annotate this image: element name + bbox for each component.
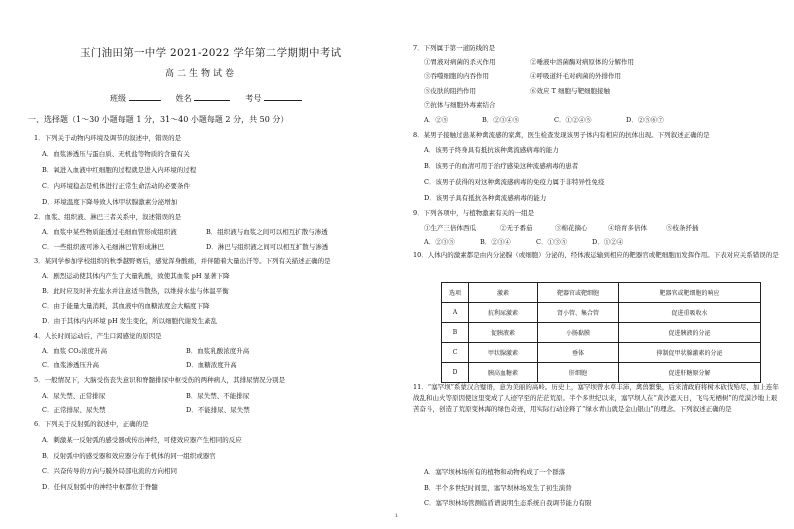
exam-title: 玉门油田第一中学 2021-2022 学年第二学期期中考试 [80, 47, 342, 59]
q4-stem: 4．人长时间运动后，产生口渴感觉的原因是 [34, 332, 162, 340]
q3-option: C．由于能量大量消耗，其血液中的血糖浓度会大幅度下降 [42, 302, 210, 310]
table-row [442, 323, 761, 343]
class-label: 班级 [110, 94, 126, 103]
q1-stem: 1．下列关于动物内环境及调节的叙述中，错误的是 [34, 134, 182, 142]
q9-option: A．②③⑤ [424, 238, 455, 246]
q9-option: D．①②④ [592, 238, 624, 246]
page-number: 1 [395, 513, 399, 519]
q2-stem: 2．血浆、组织液、淋巴三者关系中，叙述错误的是 [34, 213, 182, 221]
id-field[interactable] [264, 92, 302, 101]
table-cell: 肾小管、集合管 [538, 303, 619, 323]
q8-option: B．该男子的血清可用于治疗感染这种流感病毒的患者 [424, 162, 579, 170]
q3-stem: 3．某同学参加学校组织的秋季越野赛后，感觉浑身酸痛，并伴随着大量出汗等。下列有关描述正确的是 [34, 257, 331, 265]
q9-item: ②无子番茄 [500, 224, 533, 232]
q8-option: D．该男子具有抵抗各种禽流感病毒的能力 [424, 194, 547, 202]
table-cell: 垂体 [538, 343, 619, 363]
q7-item: ④呼吸道纤毛对病菌的外排作用 [530, 72, 621, 80]
exam-subtitle: 高二生物试卷 [165, 69, 238, 79]
q1-option: C．内环境稳态是机体进行正常生命活动的必要条件 [42, 182, 190, 190]
q6-option: A．刺激某一反射弧的感受器或传出神经，可使效应器产生相同的反应 [42, 436, 242, 444]
q9-option: C．①③⑤ [536, 238, 567, 246]
q8-option: C．该男子获得的对这种禽流感病毒的免疫力属于非特异性免疫 [424, 178, 605, 186]
q5-option: D．不能排尿、尿失禁 [186, 406, 250, 414]
table-header-cell: 靶器官或靶细胞的响应 [619, 283, 761, 303]
name-field[interactable] [194, 92, 230, 101]
table-cell: B [442, 323, 469, 343]
q3-option: B．此时应及时补充盐水并注意适当散热，以维持水盐与体温平衡 [42, 287, 229, 295]
q7-item: ③吞噬细胞的内吞作用 [424, 72, 489, 80]
class-field[interactable] [129, 92, 161, 101]
q7-stem: 7．下列属于第一道防线的是 [413, 44, 496, 52]
q6-option: D．任何反射弧中的神经中枢都位于脊髓 [42, 483, 158, 491]
q8-stem: 8．某男子接触过患某种禽流感的家禽，医生检查发现该男子体内有相应的抗体出现。下列叙述正确的是 [413, 131, 710, 139]
table-cell: 抑制促甲状腺激素的分泌 [619, 343, 761, 363]
q2-option: D．淋巴与组织液之间可以相互扩散与渗透 [206, 243, 329, 251]
q2-option: B．组织液与血浆之间可以相互扩散与渗透 [206, 228, 328, 236]
table-header-row [442, 283, 761, 303]
q7-option: C．①②④⑤ [554, 116, 592, 124]
table-cell: 促进肝糖原分解 [619, 363, 761, 383]
q1-option: D．环境温度下降导致人体甲状腺激素分泌增加 [42, 198, 178, 206]
q3-option: A．剧烈运动使其体内产生了大量乳酸，致使其血浆 pH 显著下降 [42, 272, 230, 280]
table-cell: 小肠黏膜 [538, 323, 619, 343]
q7-option: D．②⑤⑥⑦ [626, 116, 664, 124]
table-header-cell: 激素 [469, 283, 538, 303]
q9-item: ④培育多倍体 [608, 224, 647, 232]
table-row [442, 303, 761, 323]
q11-option: A．塞罕坝林场所有的植物和动物构成了一个群落 [424, 468, 566, 476]
q11-option: B．半个多世纪时间里，塞罕坝林场发生了初生演替 [424, 484, 572, 492]
q4-option: D．血糖浓度升高 [186, 361, 237, 369]
q9-item: ⑤枝条扦插 [666, 224, 699, 232]
table-cell: 甲状腺激素 [469, 343, 538, 363]
q5-option: B．尿失禁、不能排尿 [186, 392, 250, 400]
table-cell: C [442, 343, 469, 363]
table-cell: D [442, 363, 469, 383]
q5-option: C．正常排尿、尿失禁 [42, 406, 106, 414]
q7-item: ⑦抗体与细胞外毒素结合 [424, 101, 496, 109]
q6-stem: 6．下列关于反射弧的叙述中，正确的是 [34, 420, 149, 428]
table-cell: A [442, 303, 469, 323]
q9-item: ③棉花摘心 [555, 224, 588, 232]
q9-item: ①生产三倍体西瓜 [424, 224, 476, 232]
table-row [442, 363, 761, 383]
table-row [442, 343, 761, 363]
q6-option: B．反射弧中的感受器和效应器分布于机体的同一组织或器官 [42, 452, 216, 460]
table-cell: 肝细胞 [538, 363, 619, 383]
q11-option: C．塞罕坝林场管测临盾谱说明生态系统自我调节能力有限 [424, 499, 592, 507]
q6-option: C．兴奋传导的方向与膜外局部电流的方向相同 [42, 467, 177, 475]
table-cell: 促进重吸收水 [619, 303, 761, 323]
q5-stem: 5．一般情况下，大脑受伤丧失意识和脊髓排尿中枢受伤的两种病人，其排尿情况分别是 [34, 376, 286, 384]
q11-stem: 11．“塞罕坝”系蒙汉合璧语，意为美丽的高岭。历史上，塞罕坝曾水草丰沛，禽兽繁集，后来清政府将树木砍伐殆尽，加上连年战乱和山火等原因使这里变成了人迹罕至的茫茫荒原。半个多世纪以来，塞罕坝人在“黄沙遮天日，飞鸟无栖树”的荒漠沙地上艰苦奋斗，创造了荒原变林海的绿色奇迹，用实际行动诠释了“绿水青山就是金山银山”的理念。下列叙述正确的是 [413, 383, 779, 413]
q8-option: A．该男子终身具有抵抗该种禽流感病毒的能力 [424, 146, 559, 154]
q7-option: A．②⑤ [424, 116, 449, 124]
q4-option: C．血浆渗透压升高 [42, 361, 99, 369]
q2-option: A．血浆中某些物质能透过毛细血管形成组织液 [42, 228, 177, 236]
q4-option: B．血浆乳酸浓度升高 [186, 347, 250, 355]
id-label: 考号 [245, 94, 262, 103]
q5-option: A．尿失禁、正常排尿 [42, 392, 106, 400]
q1-option: B．氧进入血液中红细胞的过程就是进入内环境的过程 [42, 166, 197, 174]
q7-item: ②唾液中溶菌酶对病原体的分解作用 [530, 58, 634, 66]
q7-item: ⑤皮肤的阻挡作用 [424, 87, 476, 95]
q2-option: C．一些组织液可渗入毛细淋巴管形成淋巴 [42, 243, 164, 251]
q7-option: B．②③④⑤ [482, 116, 520, 124]
q3-option: D．由于其体内内环境 pH 发生变化，所以细胞代谢发生紊乱 [42, 317, 218, 325]
table-cell: 促进胰液的分泌 [619, 323, 761, 343]
q10-stem: 10．人体内的激素都是由内分泌腺（或细胞）分泌的，经体液运输到相应的靶器官或靶细胞而发挥作用。下表对应关系错误的是 [413, 251, 779, 259]
q7-item: ①胃液对病菌的杀灭作用 [424, 58, 496, 66]
table-cell: 抗利尿激素 [469, 303, 538, 323]
section-heading: 一、选择题（1～30 小题每题 1 分，31～40 小题每题 2 分，共 50 分） [28, 115, 289, 124]
q10-table [441, 282, 761, 383]
table-header-cell: 选项 [442, 283, 469, 303]
q9-option: B．②③④ [480, 238, 511, 246]
q9-stem: 9．下列各项中，与植物激素有关的一组是 [413, 209, 535, 217]
student-info-row [110, 92, 302, 104]
table-header-cell: 靶器官或靶细胞 [538, 283, 619, 303]
table-cell: 胰高血糖素 [469, 363, 538, 383]
table-cell: 促胰液素 [469, 323, 538, 343]
name-label: 姓名 [175, 94, 192, 103]
q7-item: ⑥效应 T 细胞与靶细胞接触 [530, 87, 610, 95]
q1-option: A．血浆渗透压与蛋白质、无机盐等物质的含量有关 [42, 150, 190, 158]
q4-option: A．血浆 CO₂浓度升高 [42, 347, 108, 355]
